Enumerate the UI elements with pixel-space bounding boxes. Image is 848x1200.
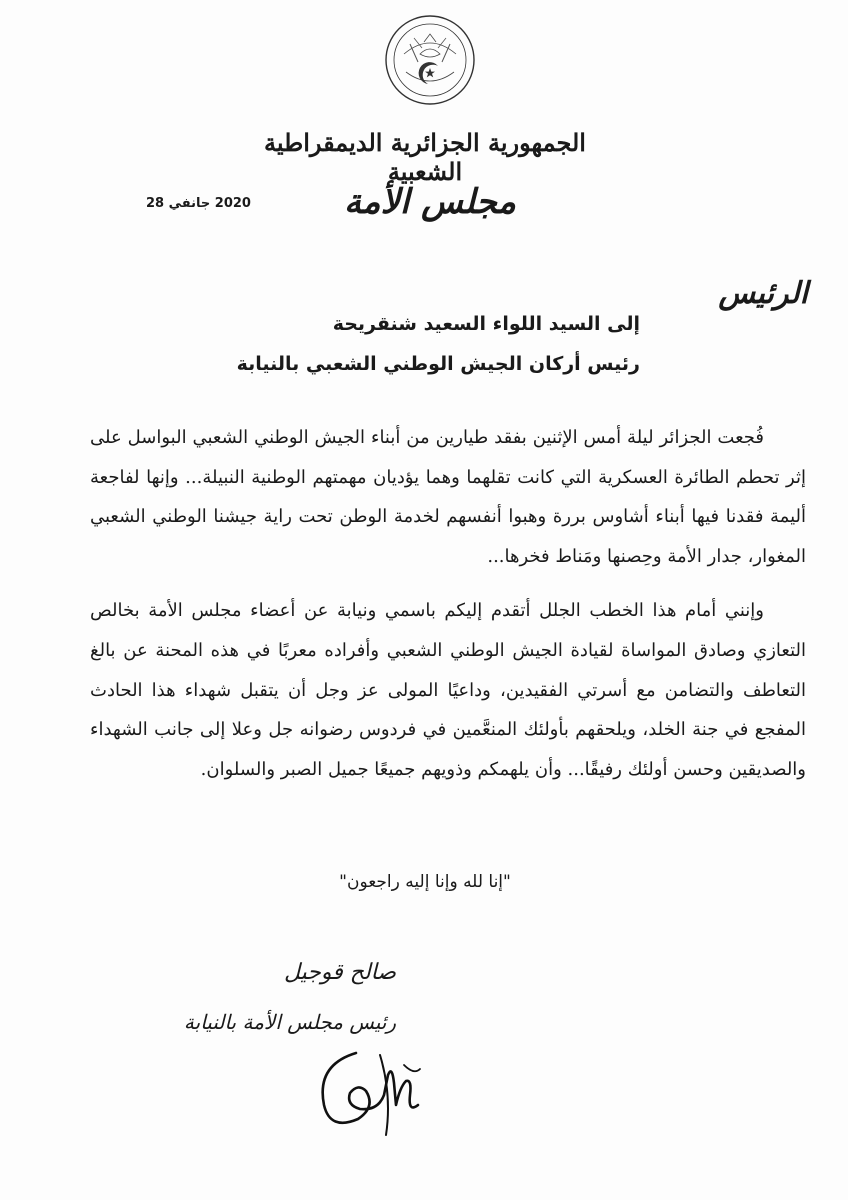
recipient-name: إلى السيد اللواء السعيد شنقريحة [332,313,640,335]
body-paragraph-2: وإنني أمام هذا الخطب الجلل أتقدم إليكم باسمي ونيابة عن أعضاء مجلس الأمة بخالص التعازي وصادق المواساة لقيادة الجيش الوطني الشعبي وأفراده معربًا في هذه المحنة عن بالغ التعاطف والتضامن مع أسرتي الفقيدين، وداعيًا المولى عز وجل أن يتقبل شهداء هذا الحادث المفجع في جنة الخلد، ويلحقهم بأولئك المنعَّمين في فردوس رضوانه جل وعلا إلى جانب الشهداء والصديقين وحسن أولئك رفيقًا... وأن يلهمكم وذويهم جميعًا جميل الصبر والسلوان. [90,600,806,780]
recipient-block [237,304,640,384]
letter-body [90,418,806,789]
handwritten-signature [296,1035,436,1145]
state-emblem [384,14,476,106]
signatory-title: رئيس مجلس الأمة بالنيابة [183,1010,397,1034]
closing-quote: "إنا لله وإنا إليه راجعون" [339,872,511,892]
letter-date: 2020 جانفي 28 [146,196,251,211]
recipient-title: رئيس أركان الجيش الوطني الشعبي بالنيابة [236,353,640,375]
council-heading: مجلس الأمة [344,182,516,222]
signatory-name: صالح قوجيل [283,960,397,985]
body-paragraph-1: فُجعت الجزائر ليلة أمس الإثنين بفقد طيارين من أبناء الجيش الوطني الشعبي البواسل على إثر تحطم الطائرة العسكرية التي كانت تقلهما وهما يؤديان مهمتهم الوطنية النبيلة... وإنها لفاجعة أليمة فقدنا فيها أبناء أشاوس بررة وهبوا أنفسهم لخدمة الوطن تحت راية جيشنا الوطني الشعبي المغوار، جدار الأمة وحِصنها ومَناط فخرها... [90,427,806,567]
republic-heading: الجمهورية الجزائرية الديمقراطية الشعبية [264,128,586,186]
sender-office: الرئيس [718,276,808,311]
